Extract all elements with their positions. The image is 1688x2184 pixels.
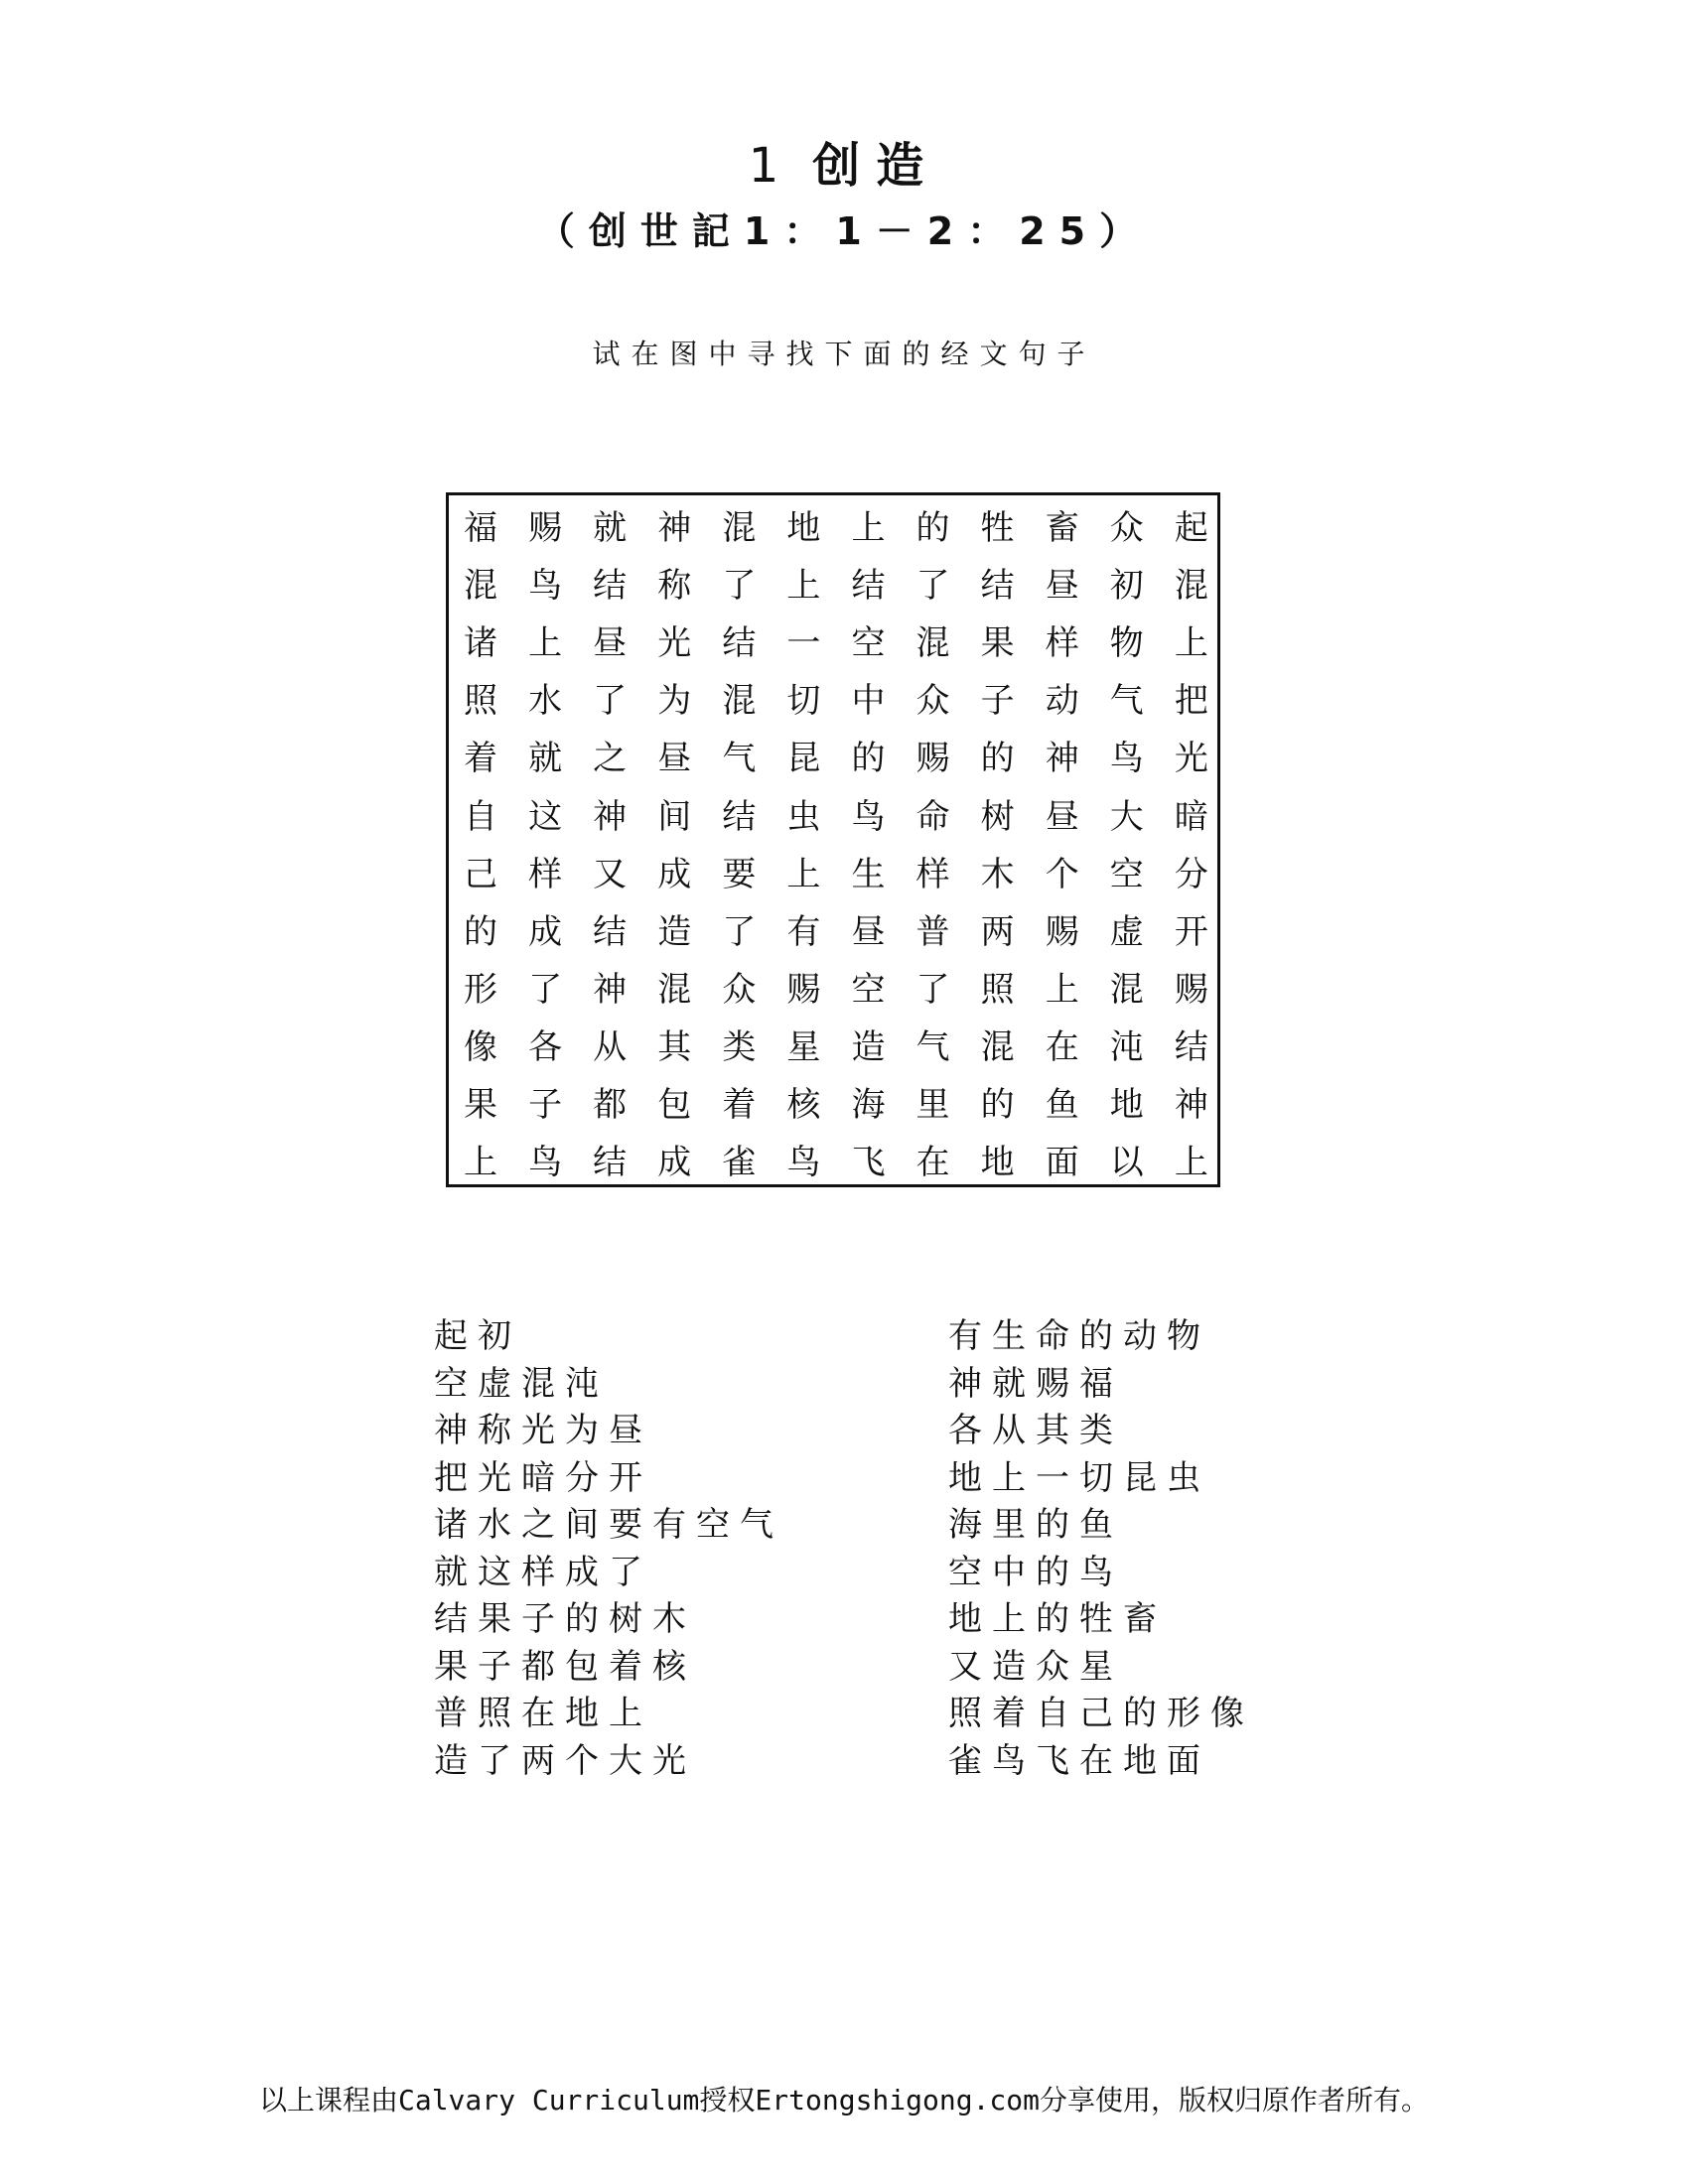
- grid-cell[interactable]: 结: [593, 1143, 628, 1183]
- grid-row: [461, 557, 1211, 614]
- word-list-item: 神就赐福: [948, 1363, 1123, 1404]
- grid-cell[interactable]: 光: [1174, 739, 1208, 779]
- grid-row: [461, 499, 1211, 557]
- grid-cell[interactable]: 福: [464, 508, 497, 548]
- grid-cell[interactable]: 结: [722, 623, 757, 664]
- word-list-item: 神称光为昼: [434, 1411, 652, 1450]
- grid-cell[interactable]: 开: [1174, 911, 1208, 952]
- grid-cell[interactable]: 着: [464, 739, 497, 779]
- grid-cell[interactable]: 间: [657, 796, 692, 837]
- grid-cell[interactable]: 空: [851, 623, 886, 664]
- grid-cell[interactable]: 混: [722, 681, 757, 722]
- grid-cell[interactable]: 昼: [851, 911, 886, 952]
- grid-cell[interactable]: 上: [1174, 1143, 1208, 1183]
- grid-cell[interactable]: 鱼: [1045, 1085, 1079, 1125]
- grid-cell[interactable]: 昼: [657, 739, 692, 779]
- grid-cell[interactable]: 的: [980, 1085, 1015, 1125]
- word-list-item: 果子都包着核: [434, 1646, 696, 1687]
- grid-cell[interactable]: 两: [980, 911, 1015, 952]
- grid-cell[interactable]: 就: [528, 739, 563, 779]
- scripture-reference: （创世記1：1－2：25）: [536, 209, 1152, 253]
- grid-cell[interactable]: 昼: [1045, 566, 1079, 607]
- grid-cell[interactable]: 气: [1109, 681, 1144, 722]
- grid-cell[interactable]: 着: [722, 1085, 757, 1125]
- grid-cell[interactable]: 又: [593, 854, 628, 894]
- grid-cell[interactable]: 己: [464, 854, 497, 894]
- grid-cell[interactable]: 牲: [980, 508, 1015, 548]
- grid-cell[interactable]: 从: [593, 1026, 628, 1067]
- word-list-item: 造了两个大光: [434, 1740, 696, 1781]
- grid-cell[interactable]: 上: [1174, 623, 1208, 664]
- grid-cell[interactable]: 造: [851, 1026, 886, 1067]
- word-search-grid: [446, 492, 1220, 1187]
- word-list-item: 地上的牲畜: [948, 1599, 1167, 1639]
- grid-cell[interactable]: 都: [593, 1085, 628, 1125]
- grid-cell[interactable]: 混: [1109, 969, 1144, 1010]
- grid-cell[interactable]: 了: [593, 681, 628, 722]
- grid-cell[interactable]: 了: [528, 969, 563, 1010]
- grid-cell[interactable]: 赐: [528, 508, 563, 548]
- grid-cell[interactable]: 空: [851, 969, 886, 1010]
- grid-cell[interactable]: 的: [851, 739, 886, 779]
- grid-row: [461, 1019, 1211, 1076]
- grid-cell[interactable]: 把: [1174, 681, 1208, 722]
- grid-row: [461, 1134, 1211, 1191]
- grid-cell[interactable]: 成: [657, 854, 692, 894]
- grid-cell[interactable]: 鸟: [851, 796, 886, 837]
- word-list-item: 空虚混沌: [434, 1363, 609, 1404]
- grid-cell[interactable]: 星: [786, 1026, 821, 1067]
- grid-cell[interactable]: 物: [1109, 623, 1144, 664]
- grid-cell[interactable]: 在: [1045, 1026, 1079, 1067]
- grid-cell[interactable]: 一: [786, 623, 821, 664]
- word-list-item: 就这样成了: [434, 1552, 652, 1592]
- grid-cell[interactable]: 有: [786, 911, 821, 952]
- grid-cell[interactable]: 了: [915, 969, 950, 1010]
- grid-cell[interactable]: 为: [657, 681, 692, 722]
- grid-cell[interactable]: 生: [851, 854, 886, 894]
- grid-cell[interactable]: 以: [1109, 1143, 1144, 1183]
- word-list-item: 普照在地上: [434, 1694, 652, 1733]
- grid-cell[interactable]: 子: [528, 1085, 563, 1125]
- grid-cell[interactable]: 混: [1174, 566, 1208, 607]
- word-list-item: 雀鸟飞在地面: [948, 1740, 1210, 1781]
- grid-cell[interactable]: 鸟: [528, 566, 563, 607]
- word-list-item: 地上一切昆虫: [948, 1457, 1210, 1498]
- grid-cell[interactable]: 地: [786, 508, 821, 548]
- word-list-item: 海里的鱼: [948, 1505, 1123, 1545]
- grid-cell[interactable]: 分: [1174, 854, 1208, 894]
- grid-cell[interactable]: 结: [980, 566, 1015, 607]
- grid-cell[interactable]: 神: [657, 508, 692, 548]
- grid-row: [461, 961, 1211, 1019]
- grid-cell[interactable]: 里: [915, 1085, 950, 1125]
- grid-cell[interactable]: 结: [722, 796, 757, 837]
- grid-cell[interactable]: 核: [786, 1085, 821, 1125]
- grid-row: [461, 788, 1211, 846]
- lesson-title: 创造: [812, 138, 940, 194]
- grid-cell[interactable]: 赐: [1045, 911, 1079, 952]
- grid-cell[interactable]: 普: [915, 911, 950, 952]
- grid-cell[interactable]: 起: [1174, 508, 1208, 548]
- grid-cell[interactable]: 要: [722, 854, 757, 894]
- grid-cell[interactable]: 了: [722, 566, 757, 607]
- grid-cell[interactable]: 混: [657, 969, 692, 1010]
- grid-cell[interactable]: 昆: [786, 739, 821, 779]
- grid-cell[interactable]: 地: [980, 1143, 1015, 1183]
- grid-cell[interactable]: 光: [657, 623, 692, 664]
- word-list-left: [434, 1313, 783, 1785]
- grid-cell[interactable]: 鸟: [1109, 739, 1144, 779]
- grid-cell[interactable]: 样: [528, 854, 563, 894]
- grid-cell[interactable]: 气: [722, 739, 757, 779]
- grid-cell[interactable]: 虫: [786, 796, 821, 837]
- grid-row: [461, 614, 1211, 672]
- grid-cell[interactable]: 初: [1109, 566, 1144, 607]
- grid-cell[interactable]: 的: [915, 508, 950, 548]
- grid-cell[interactable]: 个: [1045, 854, 1079, 894]
- grid-cell[interactable]: 上: [851, 508, 886, 548]
- grid-cell[interactable]: 飞: [851, 1143, 886, 1183]
- grid-cell[interactable]: 众: [1109, 508, 1144, 548]
- grid-cell[interactable]: 暗: [1174, 796, 1208, 837]
- grid-cell[interactable]: 了: [915, 566, 950, 607]
- grid-cell[interactable]: 虚: [1109, 911, 1144, 952]
- grid-cell[interactable]: 自: [464, 796, 497, 837]
- grid-cell[interactable]: 面: [1045, 1143, 1079, 1183]
- word-list-item: 诸水之间要有空气: [434, 1505, 783, 1545]
- word-list-item: 有生命的动物: [948, 1316, 1210, 1356]
- grid-cell[interactable]: 昼: [593, 623, 628, 664]
- grid-cell[interactable]: 包: [657, 1085, 692, 1125]
- grid-cell[interactable]: 了: [722, 911, 757, 952]
- grid-cell[interactable]: 空: [1109, 854, 1144, 894]
- instruction-text: 试在图中寻找下面的经文句子: [592, 338, 1096, 370]
- grid-cell[interactable]: 其: [657, 1026, 692, 1067]
- grid-cell[interactable]: 成: [528, 911, 563, 952]
- grid-cell[interactable]: 神: [593, 796, 628, 837]
- word-list-item: 各从其类: [948, 1411, 1123, 1450]
- grid-row: [461, 846, 1211, 903]
- grid-cell[interactable]: 赐: [915, 739, 950, 779]
- grid-cell[interactable]: 这: [528, 796, 563, 837]
- grid-cell[interactable]: 造: [657, 911, 692, 952]
- grid-cell[interactable]: 子: [980, 681, 1015, 722]
- grid-cell[interactable]: 切: [786, 681, 821, 722]
- grid-cell[interactable]: 神: [593, 969, 628, 1010]
- grid-row: [461, 1076, 1211, 1134]
- grid-cell[interactable]: 之: [593, 739, 628, 779]
- grid-cell[interactable]: 大: [1109, 796, 1144, 837]
- grid-cell[interactable]: 上: [464, 1143, 497, 1183]
- grid-cell[interactable]: 沌: [1109, 1026, 1144, 1067]
- grid-cell[interactable]: 地: [1109, 1085, 1144, 1125]
- grid-cell[interactable]: 昼: [1045, 796, 1079, 837]
- grid-cell[interactable]: 混: [980, 1026, 1015, 1067]
- grid-cell[interactable]: 上: [786, 566, 821, 607]
- grid-cell[interactable]: 畜: [1045, 508, 1079, 548]
- grid-cell[interactable]: 照: [464, 681, 497, 722]
- footer-credit: 以上课程由Calvary Curriculum授权Ertongshigong.com分享使用，版权归原作者所有。: [258, 2084, 1429, 2116]
- grid-cell[interactable]: 上: [786, 854, 821, 894]
- grid-cell[interactable]: 类: [722, 1026, 757, 1067]
- grid-cell[interactable]: 雀: [722, 1143, 757, 1183]
- grid-cell[interactable]: 上: [528, 623, 563, 664]
- grid-cell[interactable]: 诸: [464, 623, 497, 664]
- grid-cell[interactable]: 众: [722, 969, 757, 1010]
- grid-cell[interactable]: 神: [1045, 739, 1079, 779]
- grid-cell[interactable]: 上: [1045, 969, 1079, 1010]
- grid-cell[interactable]: 称: [657, 566, 692, 607]
- grid-cell[interactable]: 样: [915, 854, 950, 894]
- grid-cell[interactable]: 就: [593, 508, 628, 548]
- grid-cell[interactable]: 各: [528, 1026, 563, 1067]
- grid-cell[interactable]: 结: [1174, 1026, 1208, 1067]
- word-list-item: 照着自己的形像: [948, 1694, 1254, 1733]
- word-list-item: 又造众星: [948, 1646, 1123, 1687]
- grid-cell[interactable]: 结: [593, 566, 628, 607]
- grid-cell[interactable]: 众: [915, 681, 950, 722]
- grid-cell[interactable]: 命: [915, 796, 950, 837]
- grid-row: [461, 730, 1211, 787]
- grid-cell[interactable]: 赐: [1174, 969, 1208, 1010]
- grid-row: [461, 672, 1211, 730]
- word-list-item: 空中的鸟: [948, 1552, 1123, 1592]
- grid-cell[interactable]: 的: [464, 911, 497, 952]
- grid-cell[interactable]: 神: [1174, 1085, 1208, 1125]
- grid-cell[interactable]: 在: [915, 1143, 950, 1183]
- grid-cell[interactable]: 结: [851, 566, 886, 607]
- grid-cell[interactable]: 照: [980, 969, 1015, 1010]
- grid-cell[interactable]: 动: [1045, 681, 1079, 722]
- word-list-right: [948, 1313, 1254, 1785]
- grid-cell[interactable]: 样: [1045, 623, 1079, 664]
- grid-cell[interactable]: 鸟: [528, 1143, 563, 1183]
- grid-cell[interactable]: 海: [851, 1085, 886, 1125]
- word-list-item: 起初: [434, 1316, 521, 1356]
- grid-cell[interactable]: 赐: [786, 969, 821, 1010]
- grid-cell[interactable]: 混: [722, 508, 757, 548]
- grid-cell[interactable]: 中: [851, 681, 886, 722]
- grid-cell[interactable]: 混: [464, 566, 497, 607]
- grid-cell[interactable]: 像: [464, 1026, 497, 1067]
- grid-cell[interactable]: 结: [593, 911, 628, 952]
- grid-cell[interactable]: 水: [528, 681, 563, 722]
- grid-cell[interactable]: 形: [464, 969, 497, 1010]
- grid-cell[interactable]: 树: [980, 796, 1015, 837]
- grid-cell[interactable]: 鸟: [786, 1143, 821, 1183]
- grid-row: [461, 903, 1211, 961]
- grid-cell[interactable]: 果: [980, 623, 1015, 664]
- grid-cell[interactable]: 成: [657, 1143, 692, 1183]
- grid-cell[interactable]: 果: [464, 1085, 497, 1125]
- word-list-item: 结果子的树木: [434, 1599, 696, 1639]
- page-title: [0, 127, 1688, 196]
- lesson-number: 1: [748, 138, 795, 194]
- word-list-item: 把光暗分开: [434, 1457, 652, 1498]
- grid-cell[interactable]: 气: [915, 1026, 950, 1067]
- grid-cell[interactable]: 木: [980, 854, 1015, 894]
- grid-cell[interactable]: 的: [980, 739, 1015, 779]
- grid-cell[interactable]: 混: [915, 623, 950, 664]
